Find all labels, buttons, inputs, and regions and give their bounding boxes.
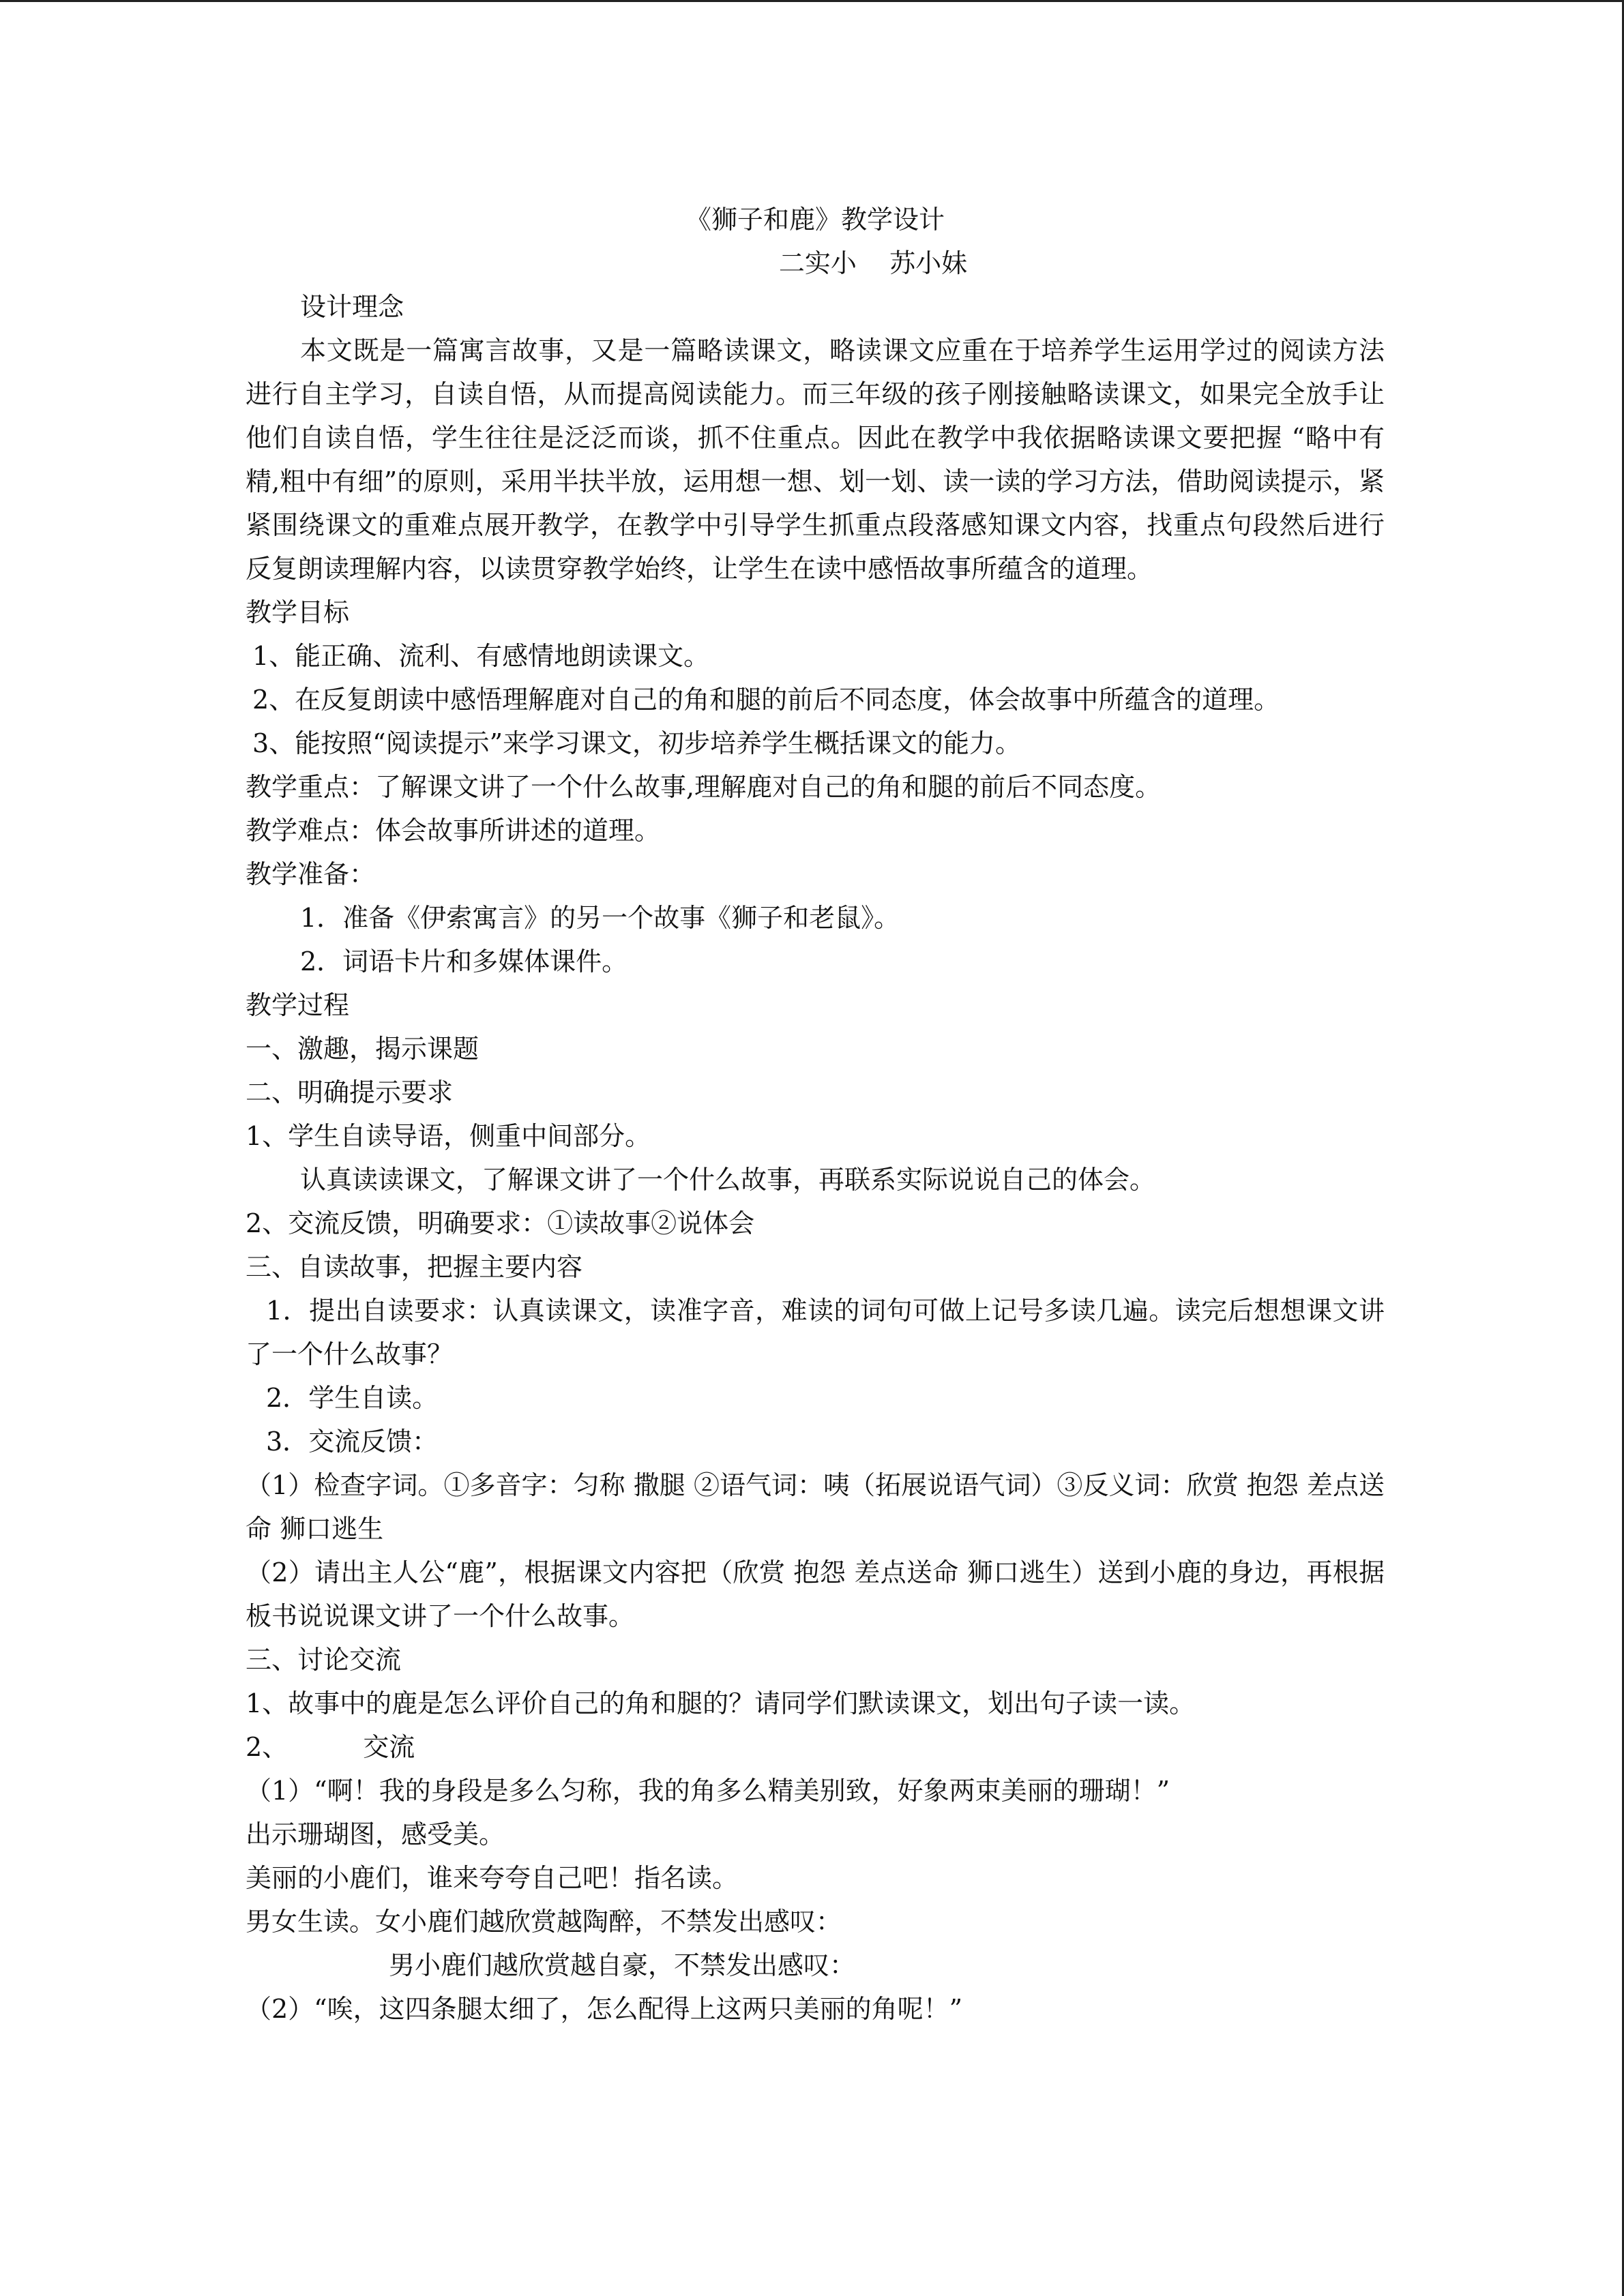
step-2: 二、明确提示要求 bbox=[246, 1077, 454, 1107]
goal-item-3: 3、能按照“阅读提示”来学习课文，初步培养学生概括课文的能力。 bbox=[252, 728, 1022, 758]
step-4: 三、讨论交流 bbox=[246, 1645, 402, 1675]
read-girls: 男女生读。女小鹿们越欣赏越陶醉，不禁发出感叹： bbox=[246, 1907, 842, 1937]
goal-item-1: 1、能正确、流利、有感情地朗读课文。 bbox=[252, 641, 710, 671]
section-heading-prep: 教学准备： bbox=[246, 859, 376, 889]
show-coral: 出示珊瑚图，感受美。 bbox=[246, 1819, 505, 1849]
read-boys: 男小鹿们越欣赏越自豪，不禁发出感叹： bbox=[389, 1950, 856, 1980]
document-body bbox=[246, 198, 1385, 2031]
feedback-1: （1）检查字词。①多音字：匀称 撒腿 ②语气词：咦（拓展说语气词）③反义词：欣赏 抱怨 差点送命 狮口逃生 bbox=[246, 1470, 1385, 1544]
step-3-1: 1．提出自读要求：认真读课文，读准字音，难读的词句可做上记号多读几遍。读完后想想课文讲了一个什么故事？ bbox=[246, 1296, 1385, 1369]
step-2-1: 1、学生自读导语，侧重中间部分。 bbox=[246, 1121, 651, 1151]
praise-line: 美丽的小鹿们，谁来夸夸自己吧！指名读。 bbox=[246, 1863, 739, 1893]
step-3-2: 2．学生自读。 bbox=[266, 1383, 439, 1413]
document-title: 《狮子和鹿》教学设计 bbox=[685, 205, 945, 235]
step-4-2-number: 2、 bbox=[246, 1732, 289, 1762]
prep-item-1: 1．准备《伊索寓言》的另一个故事《狮子和老鼠》。 bbox=[300, 903, 900, 933]
section-heading-design-concept: 设计理念 bbox=[300, 292, 404, 322]
step-4-2 bbox=[246, 1725, 1385, 1769]
design-concept-paragraph: 本文既是一篇寓言故事，又是一篇略读课文，略读课文应重在于培养学生运用学过的阅读方法进行自主学习，自读自悟，从而提高阅读能力。而三年级的孩子刚接触略读课文，如果完全放手让他们自读自悟，学生往往是泛泛而谈，抓不住重点。因此在教学中我依据略读课文要把握 “略中有精,粗中有细”的原则，采用半扶半放，运用想一想、划一划、读一读的学习方法，借助阅读提示，紧紧围绕课文的重难点展开教学，在教学中引导学生抓重点段落感知课文内容，找重点句段然后进行反复朗读理解内容，以读贯穿教学始终，让学生在读中感悟故事所蕴含的道理。 bbox=[246, 336, 1385, 584]
feedback-2: （2）请出主人公“鹿”，根据课文内容把（欣赏 抱怨 差点送命 狮口逃生）送到小鹿的身边，再根据板书说说课文讲了一个什么故事。 bbox=[246, 1557, 1385, 1631]
key-point: 教学重点：了解课文讲了一个什么故事,理解鹿对自己的角和腿的前后不同态度。 bbox=[246, 772, 1162, 802]
prep-item-2: 2．词语卡片和多媒体课件。 bbox=[300, 946, 628, 976]
difficulty: 教学难点：体会故事所讲述的道理。 bbox=[246, 816, 661, 846]
step-1: 一、激趣，揭示课题 bbox=[246, 1034, 479, 1064]
step-4-2-label: 交流 bbox=[363, 1732, 415, 1762]
step-4-1: 1、故事中的鹿是怎么评价自己的角和腿的？请同学们默读课文，划出句子读一读。 bbox=[246, 1688, 1196, 1718]
quote-1: （1）“啊！我的身段是多么匀称，我的角多么精美别致，好象两束美丽的珊瑚！” bbox=[246, 1776, 1170, 1806]
goal-item-2: 2、在反复朗读中感悟理解鹿对自己的角和腿的前后不同态度，体会故事中所蕴含的道理。 bbox=[252, 685, 1280, 715]
quote-2: （2）“唉，这四条腿太细了，怎么配得上这两只美丽的角呢！” bbox=[246, 1994, 963, 2024]
section-heading-goals: 教学目标 bbox=[246, 597, 350, 627]
step-3-3: 3．交流反馈： bbox=[266, 1427, 439, 1457]
step-3: 三、自读故事，把握主要内容 bbox=[246, 1252, 583, 1282]
step-2-2: 2、交流反馈，明确要求：①读故事②说体会 bbox=[246, 1208, 755, 1238]
section-heading-process: 教学过程 bbox=[246, 990, 350, 1020]
step-2-1-text: 认真读读课文，了解课文讲了一个什么故事，再联系实际说说自己的体会。 bbox=[300, 1165, 1156, 1195]
author-line: 二实小 苏小妹 bbox=[778, 248, 968, 278]
